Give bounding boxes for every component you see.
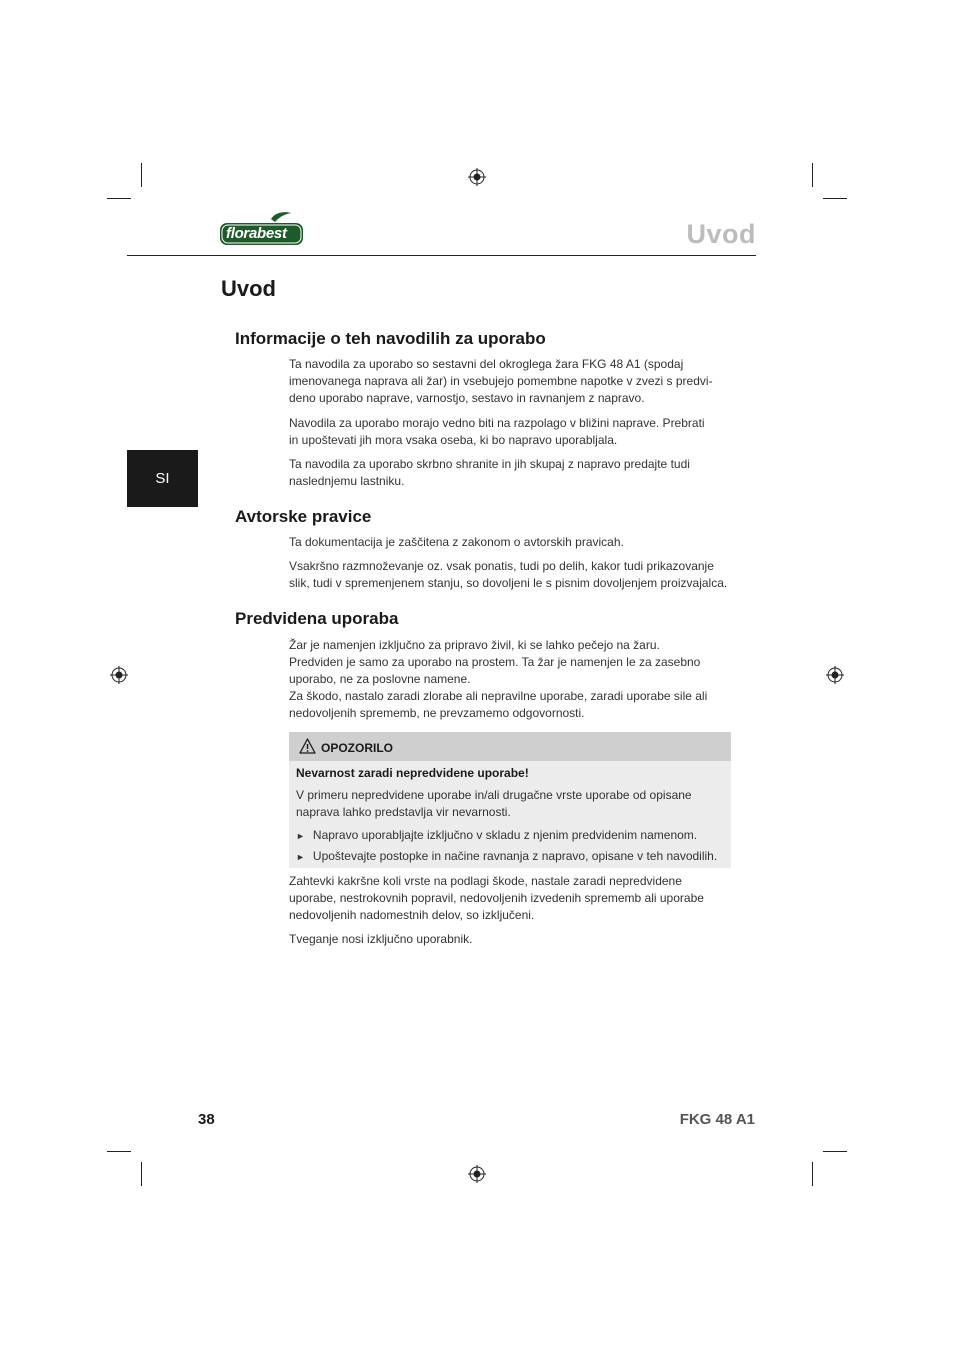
registration-mark-icon xyxy=(468,1165,486,1183)
warning-text: V primeru nepredvidene uporabe in/ali drugačne vrste uporabe od opisane naprava lahko predstavlja vir nevarnosti. xyxy=(296,788,692,819)
logo-text: florabest xyxy=(226,225,287,242)
header-title: Uvod xyxy=(686,219,756,249)
registration-mark-icon xyxy=(826,666,844,684)
registration-mark-icon xyxy=(110,666,128,684)
crop-mark xyxy=(107,198,131,199)
crop-mark xyxy=(812,163,813,187)
crop-mark xyxy=(823,198,847,199)
section-heading-info: Informacije o teh navodilih za uporabo xyxy=(235,329,546,348)
crop-mark xyxy=(141,1162,142,1186)
warning-bullet: ► Upoštevajte postopke in načine ravnanja z napravo, opisane v teh navodilih. xyxy=(296,849,718,863)
paragraph: Ta navodila za uporabo skrbno shranite in jih skupaj z napravo predajte tudi naslednjemu lastniku. xyxy=(289,457,690,488)
bullet-arrow-icon: ► xyxy=(296,852,305,862)
brand-logo xyxy=(219,211,305,247)
paragraph: Vsakršno razmnoževanje oz. vsak ponatis, tudi po delih, kakor tudi prikazovanje slik, tudi v spremenjenem stanju, so dovoljeni le s pisnim dovoljenjem proizvajalca. xyxy=(289,559,728,590)
warning-subtitle: Nevarnost zaradi nepredvidene uporabe! xyxy=(296,766,529,780)
crop-mark xyxy=(812,1162,813,1186)
warning-label: OPOZORILO xyxy=(321,741,393,755)
warning-triangle-icon xyxy=(299,738,316,754)
section-heading-intended-use: Predvidena uporaba xyxy=(235,609,399,628)
paragraph: Tveganje nosi izključno uporabnik. xyxy=(289,932,473,946)
header-divider xyxy=(127,255,756,256)
language-tab: SI xyxy=(127,450,198,507)
model-number: FKG 48 A1 xyxy=(679,1111,755,1128)
paragraph: Zahtevki kakršne koli vrste na podlagi škode, nastale zaradi nepredvidene uporabe, nestrokovnih popravil, nedovoljenih izvedenih sprememb ali uporabe nedovoljenih nadomestnih delov, so izključeni. xyxy=(289,874,704,922)
paragraph: Ta navodila za uporabo so sestavni del okroglega žara FKG 48 A1 (spodaj imenovanega naprava ali žar) in vsebujejo pomembne napotke v zvezi s predvi- deno uporabo naprave, varnostjo, sestavo in ravnanjem z napravo. xyxy=(289,357,713,405)
bullet-arrow-icon: ► xyxy=(296,831,305,841)
paragraph: Navodila za uporabo morajo vedno biti na razpolago v bližini naprave. Prebrati in upoštevati jih mora vsaka oseba, ki bo napravo uporabljala. xyxy=(289,416,705,447)
section-heading-copyright: Avtorske pravice xyxy=(235,507,372,526)
crop-mark xyxy=(823,1151,847,1152)
crop-mark xyxy=(141,163,142,187)
crop-mark xyxy=(107,1151,131,1152)
paragraph: Žar je namenjen izključno za pripravo živil, ki se lahko pečejo na žaru. Predviden je samo za uporabo na prostem. Ta žar je namenjen le za zasebno uporabo, ne za poslovne namene. Za škodo, nastalo zaradi zlorabe ali nepravilne uporabe, zaradi uporabe sile ali nedovoljenih sprememb, ne prevzamemo odgovornosti. xyxy=(289,638,708,720)
paragraph: Ta dokumentacija je zaščitena z zakonom o avtorskih pravicah. xyxy=(289,535,624,549)
page-number: 38 xyxy=(198,1111,215,1128)
page-title: Uvod xyxy=(221,276,276,301)
warning-bullet: ► Napravo uporabljajte izključno v skladu z njenim predvidenim namenom. xyxy=(296,828,698,842)
registration-mark-icon xyxy=(468,168,486,186)
warning-header xyxy=(289,732,731,761)
warning-box xyxy=(289,732,731,868)
